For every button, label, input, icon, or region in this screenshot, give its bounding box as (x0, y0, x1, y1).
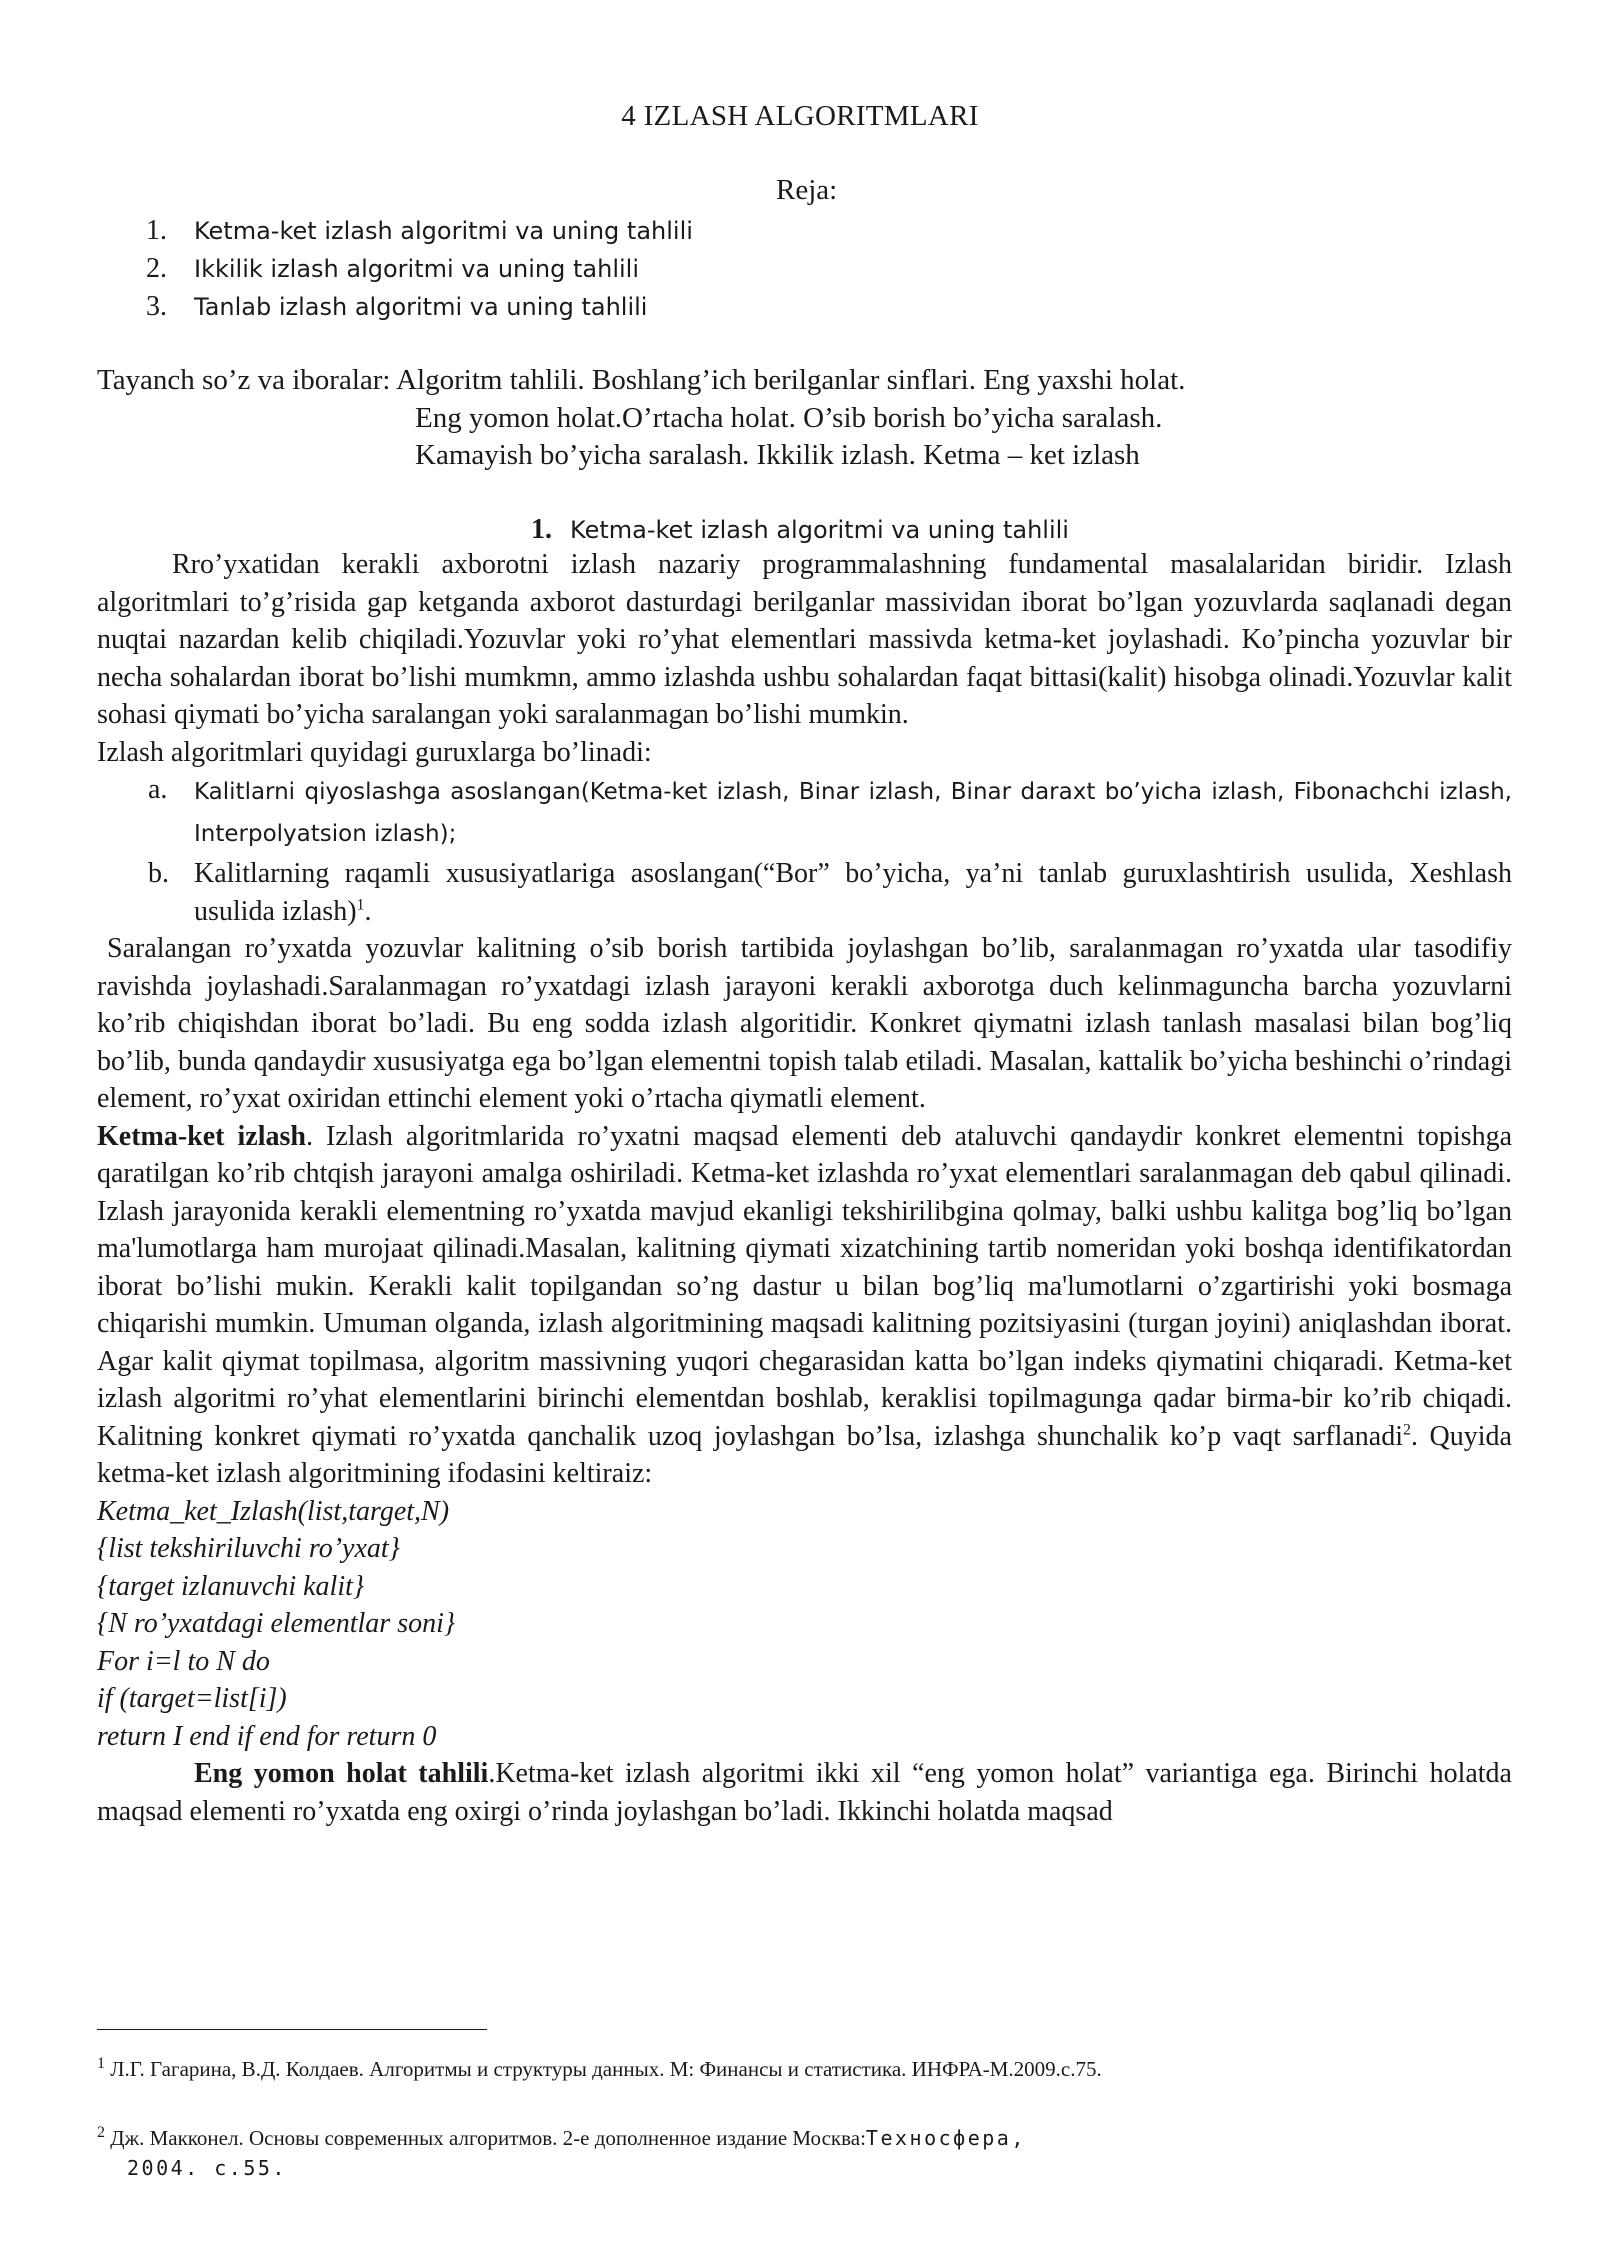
plan-item-number: 3. (146, 291, 167, 322)
list-marker: b. (148, 858, 169, 889)
footnote-mark: 1 (97, 2055, 105, 2072)
paragraph-text: .Ketma-ket izlash algoritmi ikki xil “eng yomon holat” variantiga ega. Birinchi holatda maqsad elementi ro’yxatda eng oxirgi o’rinda joylashgan bo’ladi. Ikkinchi holatda maqsad (97, 1758, 1512, 1827)
footnote-text: Дж. Макконел. Основы современных алгоритмов. 2-е дополненное издание Москва: (110, 2126, 866, 2150)
plan-item (146, 250, 693, 288)
plan-label: Reja: (776, 174, 838, 206)
footnote-mark: 2 (97, 2124, 105, 2141)
code-line: Ketma_ket_Izlash(list,target,N) (97, 1495, 450, 1527)
plan-item (146, 212, 693, 250)
code-line: return I end if end for return 0 (97, 1720, 437, 1752)
keywords-block (97, 362, 1185, 475)
footnote-line (97, 2123, 1517, 2153)
footnote-text-spaced: Техносфера, (865, 2126, 1026, 2150)
groups-list (97, 771, 1512, 930)
footnote-ref[interactable]: 2 (1402, 1421, 1411, 1439)
list-item (97, 855, 1512, 930)
list-marker: a. (148, 774, 168, 805)
list-item-text (194, 855, 1512, 930)
plan-item-text: Ketma-ket izlash algoritmi va uning tahlili (194, 217, 693, 245)
page-title: 4 IZLASH ALGORITMLARI (621, 100, 979, 132)
section-heading (0, 511, 1600, 551)
footnote-text: Л.Г. Гагарина, В.Д. Колдаев. Алгоритмы и структуры данных. М: Финансы и статистика. ИНФРА-М.2009.с.75. (110, 2057, 1102, 2081)
footnote (97, 2054, 1517, 2084)
list-item-body: Kalitlarning raqamli xususiyatlariga asoslangan(“Bor” bo’yicha, ya’ni tanlab guruxlashtirish usulida, Xeshlash usulida izlash) (194, 858, 1512, 927)
keywords-line: Eng yomon holat.O’rtacha holat. O’sib borish bo’yicha saralash. (415, 401, 1163, 434)
paragraph-text: . Izlash algoritmlarida ro’yxatni maqsad elementi deb ataluvchi qandaydir konkret elementni topishga qaratilgan ko’rib chtqish jarayoni amalga oshiriladi. Ketma-ket izlashda ro’yxat elementlari saralanmagan deb qabul qilinadi. Izlash jarayonida kerakli elementning ro’yxatda mavjud ekanligi tekshirilibgina qolmay, balki ushbu kalitga bog’liq bo’lgan ma'lumotlarga ham murojaat qilinadi.Masalan, kalitning qiymati xizatchining tartib nomeridan yoki boshqa identifikatordan iborat bo’lishi mukin. Kerakli kalit topilgandan so’ng dastur u bilan bog’liq ma'lumotlarni o’zgartirishi yoki bosmaga chiqarishi mumkin. Umuman olganda, izlash algoritmining maqsadi kalitning pozitsiyasini (turgan joyini) aniqlashdan iborat. Agar kalit qiymat topilmasa, algoritm massivning yuqori chegarasidan katta bo’lgan indeks qiymatini chiqaradi. Ketma-ket izlash algoritmi ro’yhat elementlarini birinchi elementdan boshlab, keraklisi topilmagunga qadar birma-bir ko’rib chiqadi. Kalitning konkret qiymati ro’yxatda qanchalik uzoq joylashgan bo’lsa, izlashga shunchalik ko’p vaqt sarflanadi (97, 1120, 1512, 1452)
paragraph-tail: . Quyida ketma-ket izlash algoritmining ifodasini keltiraiz: (97, 1420, 1512, 1489)
paragraph: Rro’yxatidan kerakli axborotni izlash nazariy programmalashning fundamental masalalaridan biridir. Izlash algoritmlari to’g’risida gap ketganda axborot dasturdagi berilganlar massividan iborat bo’lgan yozuvlarda saqlanadi degan nuqtai nazardan kelib chiqiladi.Yozuvlar yoki ro’yhat elementlari massivda ketma-ket joylashadi. Ko’pincha yozuvlar bir necha sohalardan iborat bo’lishi mumkmn, ammo izlashda ushbu sohalardan faqat bittasi(kalit) hisobga olinadi.Yozuvlar kalit sohasi qiymati bo’yicha saralangan yoki saralanmagan bo’lishi mumkin. (97, 549, 1512, 730)
list-item-text: Kalitlarni qiyoslashga asoslangan(Ketma-ket izlash, Binar izlash, Binar daraxt bo’yicha izlash, Fibonachchi izlash, Interpolyatsion izlash); (194, 779, 1512, 847)
document-body (97, 546, 1512, 1830)
bold-term: Eng yomon holat tahlili (194, 1758, 489, 1789)
bold-term: Ketma-ket izlash (97, 1120, 306, 1152)
footnote (97, 2123, 1517, 2183)
code-line: if (target=list[i]) (97, 1683, 287, 1714)
plan-item-text: Ikkilik izlash algoritmi va uning tahlili (194, 255, 640, 283)
list-item-tail: . (364, 895, 372, 927)
plan-item-number: 2. (146, 253, 167, 284)
footnote-divider (97, 2029, 487, 2030)
groups-intro: Izlash algoritmlari quyidagi guruxlarga bo’linadi: (97, 736, 652, 768)
plan-item-text: Tanlab izlash algoritmi va uning tahlili (194, 293, 648, 321)
keywords-line: Kamayish bo’yicha saralash. Ikkilik izlash. Ketma – ket izlash (415, 439, 1140, 471)
plan-list (146, 212, 693, 326)
code-line: {target izlanuvchi kalit} (97, 1570, 365, 1602)
paragraph (97, 1755, 1512, 1830)
code-line: {N ro’yxatdagi elementlar soni} (97, 1608, 456, 1639)
section-title: Ketma-ket izlash algoritmi va uning tahlili (570, 516, 1069, 544)
section-number: 1. (531, 514, 553, 545)
list-item (97, 771, 1512, 855)
plan-item (146, 288, 693, 326)
paragraph (97, 1118, 1512, 1493)
keywords-line: Tayanch so’z va iboralar: Algoritm tahlili. Boshlang’ich berilganlar sinflari. Eng yaxshi holat. (97, 364, 1186, 396)
pseudocode-block (97, 1493, 1512, 1756)
code-line: For i=l to N do (97, 1645, 270, 1677)
paragraph: Saralangan ro’yxatda yozuvlar kalitning o’sib borish tartibida joylashgan bo’lib, saralanmagan ro’yxatda ular tasodifiy ravishda joylashadi.Saralanmagan ro’yxatdagi izlash jarayoni kerakli axborotga duch kelinmaguncha barcha yozuvlarni ko’rib chiqishdan iborat bo’ladi. Bu eng sodda izlash algoritidir. Konkret qiymatni izlash tanlash masalasi bilan bog’liq bo’lib, bunda qandaydir xususiyatga ega bo’lgan elementni topish talab etiladi. Masalan, kattalik bo’yicha beshinchi o’rindagi element, ro’yxat oxiridan ettinchi element yoki o’rtacha qiymatli element. (97, 933, 1512, 1114)
footnote-line: 2004. с.55. (127, 2156, 287, 2180)
plan-item-number: 1. (146, 215, 167, 246)
footnote-ref[interactable]: 1 (356, 896, 365, 914)
code-line: {list tekshiriluvchi ro’yxat} (97, 1533, 400, 1564)
